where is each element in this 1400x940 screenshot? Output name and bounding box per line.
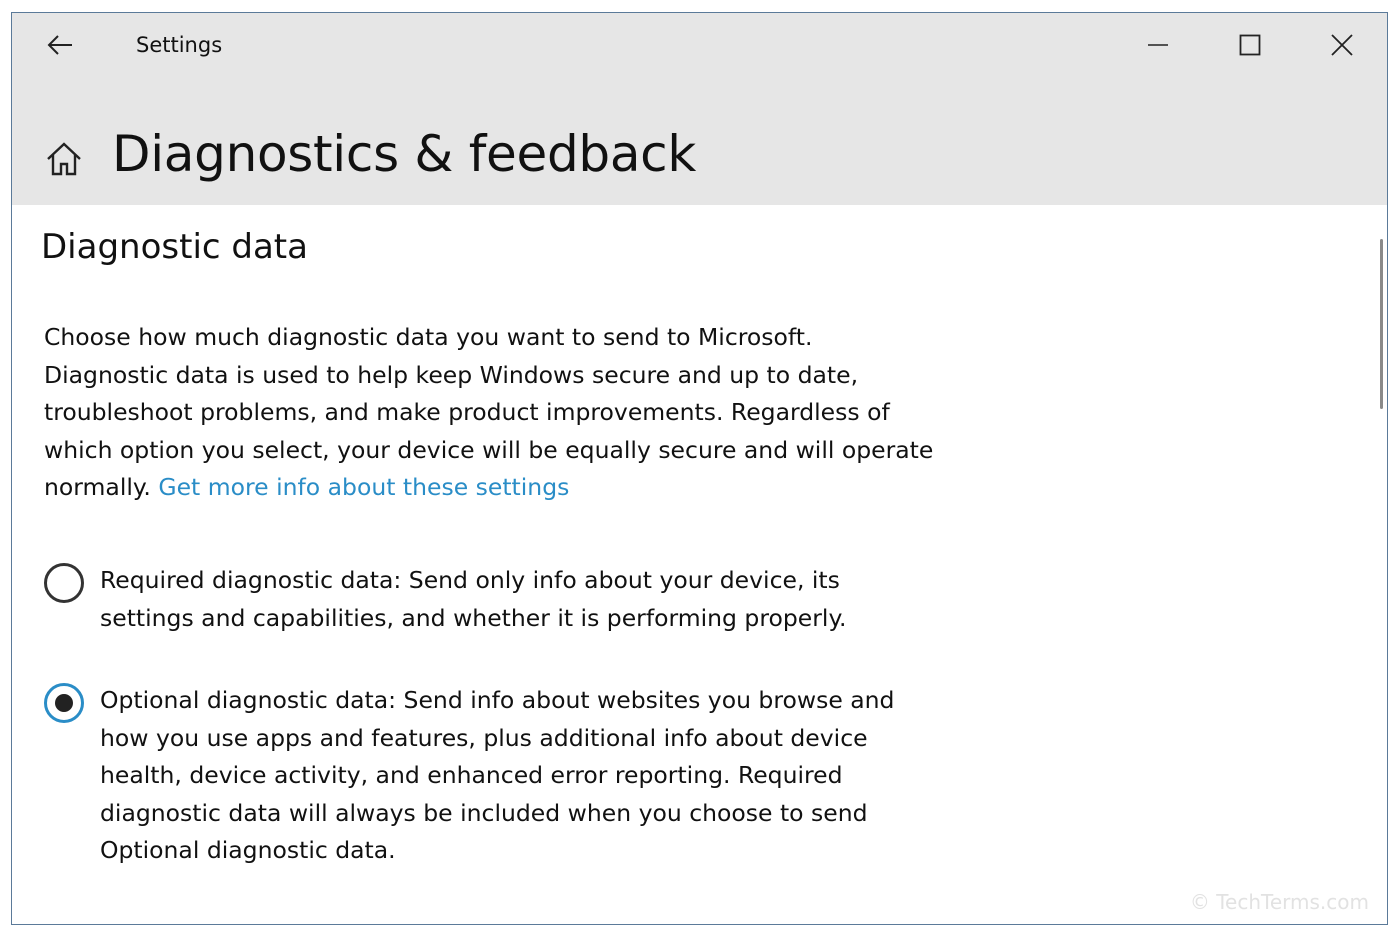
settings-window — [11, 12, 1388, 925]
watermark: © TechTerms.com — [1189, 890, 1369, 914]
section-title: Diagnostic data — [41, 227, 308, 267]
back-button[interactable] — [36, 27, 84, 63]
radio-label-required: Required diagnostic data: Send only info about your device, its settings and capabilities, and whether it is performing properly. — [100, 566, 847, 632]
radio-option-required[interactable] — [44, 563, 924, 637]
radio-option-optional[interactable] — [44, 683, 924, 870]
home-icon — [44, 139, 84, 179]
radio-selected-dot — [55, 694, 73, 712]
radio-required[interactable] — [44, 563, 84, 603]
page-title: Diagnostics & feedback — [112, 125, 697, 183]
app-title: Settings — [136, 33, 223, 57]
scrollbar-thumb[interactable] — [1380, 239, 1383, 409]
radio-optional[interactable] — [44, 683, 84, 723]
maximize-button[interactable] — [1220, 23, 1280, 67]
minimize-icon — [1147, 34, 1169, 56]
title-bar — [12, 13, 1387, 205]
back-arrow-icon — [46, 34, 74, 56]
radio-label-optional: Optional diagnostic data: Send info about websites you browse and how you use apps and features, plus additional info about device health, device activity, and enhanced error reporting. Required diagnostic data will always be included when you choose to send Optional diagnostic data. — [100, 686, 895, 864]
minimize-button[interactable] — [1128, 23, 1188, 67]
close-icon — [1331, 34, 1353, 56]
section-description — [44, 319, 944, 507]
more-info-link[interactable]: Get more info about these settings — [158, 473, 570, 501]
content-area — [12, 205, 1387, 924]
maximize-icon — [1239, 34, 1261, 56]
close-button[interactable] — [1312, 23, 1372, 67]
home-button[interactable] — [42, 137, 86, 181]
description-text: Choose how much diagnostic data you want to send to Microsoft. Diagnostic data is used to help keep Windows secure and up to date, troubleshoot problems, and make product improvements. Regardless of which option you select, your device will be equally secure and will operate normally. — [44, 323, 934, 501]
